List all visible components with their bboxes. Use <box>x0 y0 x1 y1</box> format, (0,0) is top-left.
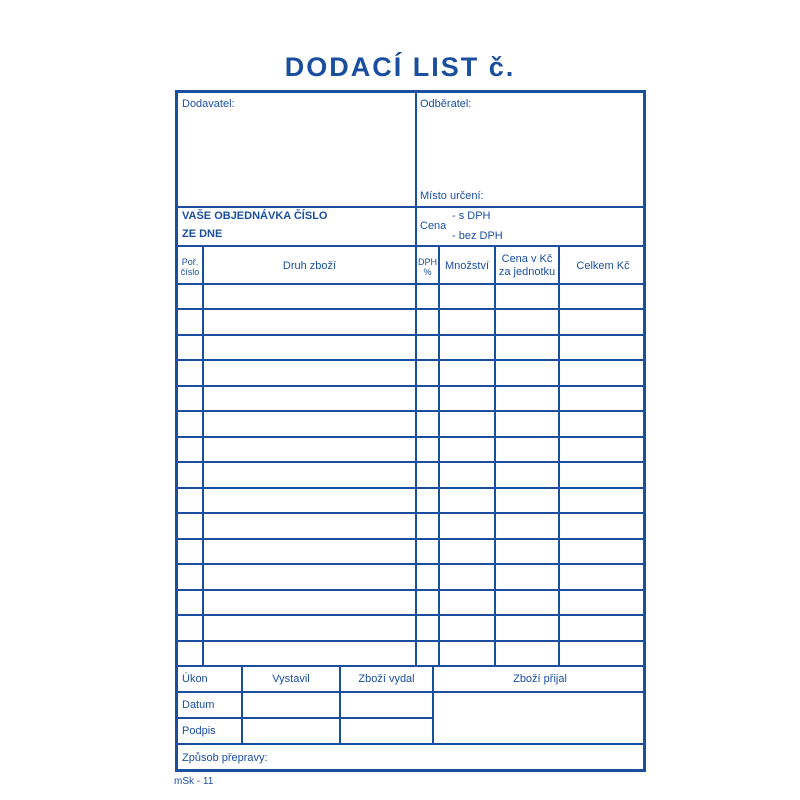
col-header-vat-line2: % <box>423 267 432 277</box>
form-code: mSk - 11 <box>174 776 214 787</box>
table-row-line <box>178 283 643 285</box>
table-row-line <box>178 538 643 540</box>
divider <box>178 717 433 719</box>
goods-issued-label: Zboží vydal <box>358 673 415 685</box>
table-row-line <box>178 410 643 412</box>
col-header-vat <box>417 257 438 277</box>
table-row-line <box>178 665 643 667</box>
supplier-label: Dodavatel: <box>182 98 235 110</box>
divider <box>178 691 643 693</box>
date-label: Datum <box>182 699 215 711</box>
table-row-line <box>178 461 643 463</box>
issued-by-label: Vystavil <box>272 673 310 685</box>
table-row-line <box>178 359 643 361</box>
table-row-line <box>178 614 643 616</box>
order-number-label: VAŠE OBJEDNÁVKA ČÍSLO <box>182 210 328 222</box>
delivery-note-form <box>175 90 646 772</box>
col-header-unit-price <box>496 253 558 279</box>
table-row-line <box>178 563 643 565</box>
table-row-line <box>178 334 643 336</box>
divider <box>178 743 643 745</box>
price-without-vat-label: - bez DPH <box>452 230 503 242</box>
col-header-vat-line1: DPH <box>417 257 437 267</box>
table-row-line <box>178 487 643 489</box>
col-header-row-no-line1: Poř. <box>181 257 199 267</box>
col-header-row-no-line2: číslo <box>180 267 200 277</box>
col-header-total: Celkem Kč <box>576 260 630 272</box>
action-label: Úkon <box>182 673 208 685</box>
col-header-row-no <box>178 257 202 277</box>
table-row-line <box>178 385 643 387</box>
signature-label: Podpis <box>182 725 216 737</box>
customer-label: Odběratel: <box>420 98 472 110</box>
price-label: Cena <box>420 220 447 232</box>
col-header-unit-price-line1: Cena v Kč <box>501 253 553 265</box>
table-row-line <box>178 512 643 514</box>
divider <box>178 206 643 208</box>
table-row-line <box>178 308 643 310</box>
order-date-label: ZE DNE <box>182 228 223 240</box>
document-title: DODACÍ LIST č. <box>284 52 516 82</box>
divider <box>178 245 643 247</box>
transport-method-label: Způsob přepravy: <box>182 752 268 764</box>
col-header-unit-price-line2: za jednotku <box>498 266 556 278</box>
table-row-line <box>178 589 643 591</box>
destination-label: Místo určení: <box>420 190 484 202</box>
goods-received-label: Zboží přijal <box>513 673 567 685</box>
price-with-vat-label: - s DPH <box>452 210 491 222</box>
table-row-line <box>178 640 643 642</box>
col-header-goods: Druh zboží <box>282 260 337 272</box>
col-header-quantity: Množství <box>444 260 489 272</box>
table-row-line <box>178 436 643 438</box>
divider <box>415 93 417 245</box>
